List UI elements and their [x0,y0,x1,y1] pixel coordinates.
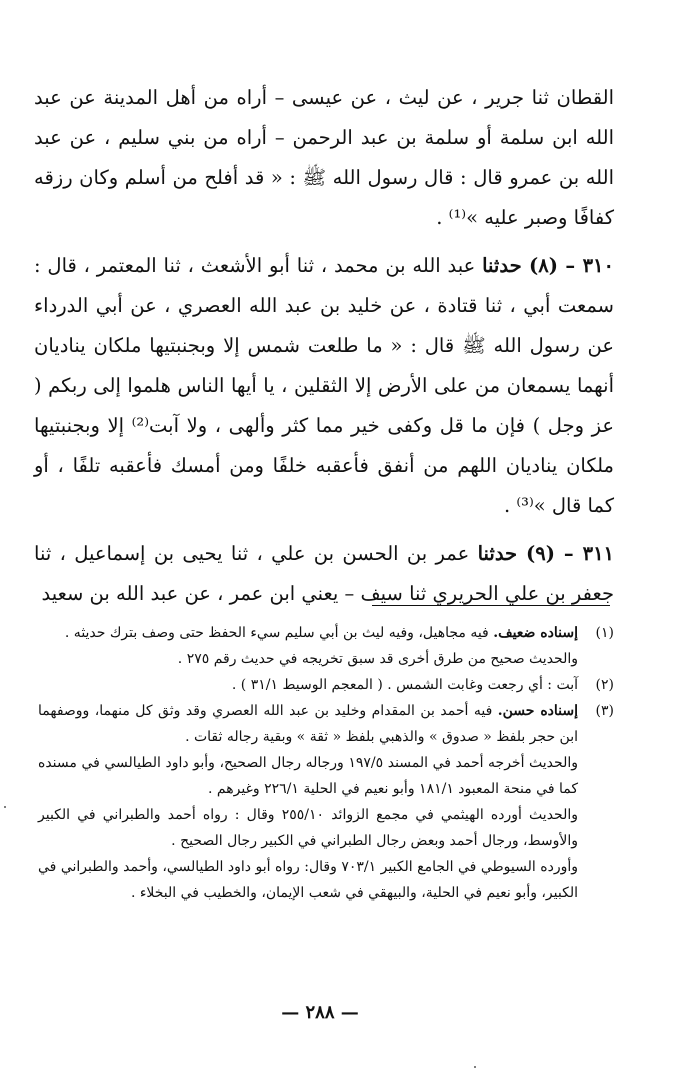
hadith-lead: ٣١١ – (٩) حدثنا [477,542,615,565]
footnote-line: والحديث أخرجه أحمد في المسند ١٩٧/٥ ورجاله رجال الصحيح، وأبو داود الطيالسي في مسنده كما في منحة المعبود ١٨١/١ وأبو نعيم في الحلية ٢٢٦/١ وغيرهم . [38,755,578,797]
footnote-text: فيه أحمد بن المقدام وخليد بن عبد الله العصري وقد وثق كل منهما، ووصفهما ابن حجر بلفظ « صدوق » والذهبي بلفظ « ثقة » وبقية رجاله ثقات . [38,703,578,745]
footnote-number: (٣) [595,703,614,719]
footnote-lead: إسناده ضعيف. [493,625,578,641]
footnotes [38,620,614,906]
paragraph-2 [34,246,614,526]
page-number: — ٢٨٨ — [281,1002,359,1023]
main-text [34,78,614,614]
footnote-separator [372,605,610,606]
paragraph-1 [34,78,614,238]
footnote-3 [38,698,614,906]
footnote-lead: إسناده حسن. [497,703,579,719]
scan-speck [4,806,6,808]
scan-speck [474,1066,476,1068]
paragraph-3 [34,534,614,614]
footnote-number: (٢) [595,677,614,693]
footnote-line: والحديث أورده الهيثمي في مجمع الزوائد ٢٥٥/١٠ وقال : رواه أحمد والطبراني في الكبير والأوسط، ورجال أحمد وبعض رجال الطبراني في الكبير رجال الصحيح . [38,807,578,849]
paragraph-text: عبد الله بن محمد ، ثنا أبو الأشعث ، ثنا المعتمر ، قال : سمعت أبي ، ثنا قتادة ، عن خليد بن عبد الله العصري ، عن أبي الدرداء عن رسول الله ﷺ قال : « ما طلعت شمس إلا وبجنبتيها ملكان يناديان أنهما يسمعان من على الأرض إلا الثقلين ، يا أيها الناس هلموا إلى ربكم ( عز وجل ) فإن ما قل وكفى خير مما كثر وألهى ، ولا آبت⁽²⁾ إلا وبجنبتيها ملكان يناديان اللهم من أنفق فأعقبه خلفًا ومن أمسك فأعقبه تلفًا ، أو كما قال »⁽³⁾ . [34,254,614,517]
footnote-1 [38,620,614,672]
footnote-line: والحديث صحيح من طرق أخرى قد سبق تخريجه في حديث رقم ٢٧٥ . [177,651,578,667]
footnote-line: آبت : أي رجعت وغابت الشمس . ( المعجم الوسيط ٣١/١ ) . [231,677,578,693]
paragraph-text: القطان ثنا جرير ، عن ليث ، عن عيسى – أراه من أهل المدينة عن عبد الله ابن سلمة أو سلمة بن عبد الرحمن – أراه من بني سليم ، عن عبد الله بن عمرو قال : قال رسول الله ﷺ : « قد أفلح من أسلم وكان رزقه كفافًا وصبر عليه »⁽¹⁾ . [34,86,614,229]
footnote-line [38,698,578,750]
footnote-2 [38,672,614,698]
footnote-number: (١) [595,625,614,641]
footnote-line [38,620,578,646]
footnote-text: فيه مجاهيل، وفيه ليث بن أبي سليم سيء الحفظ حتى وصف بترك حديثه . [64,625,489,641]
paragraph-text: عمر بن الحسن بن علي ، ثنا يحيى بن إسماعيل ، ثنا جعفر بن علي الحريري ثنا سيف – يعني ابن عمر ، عن عبد الله بن سعيد [34,542,614,605]
footnote-line: وأورده السيوطي في الجامع الكبير ٧٠٣/١ وقال: رواه أبو داود الطيالسي، وأحمد والطبراني في الكبير، وأبو نعيم في الحلية، والبيهقي في شعب الإيمان، والخطيب في البخلاء . [38,859,578,901]
hadith-lead: ٣١٠ – (٨) حدثنا [482,254,614,277]
